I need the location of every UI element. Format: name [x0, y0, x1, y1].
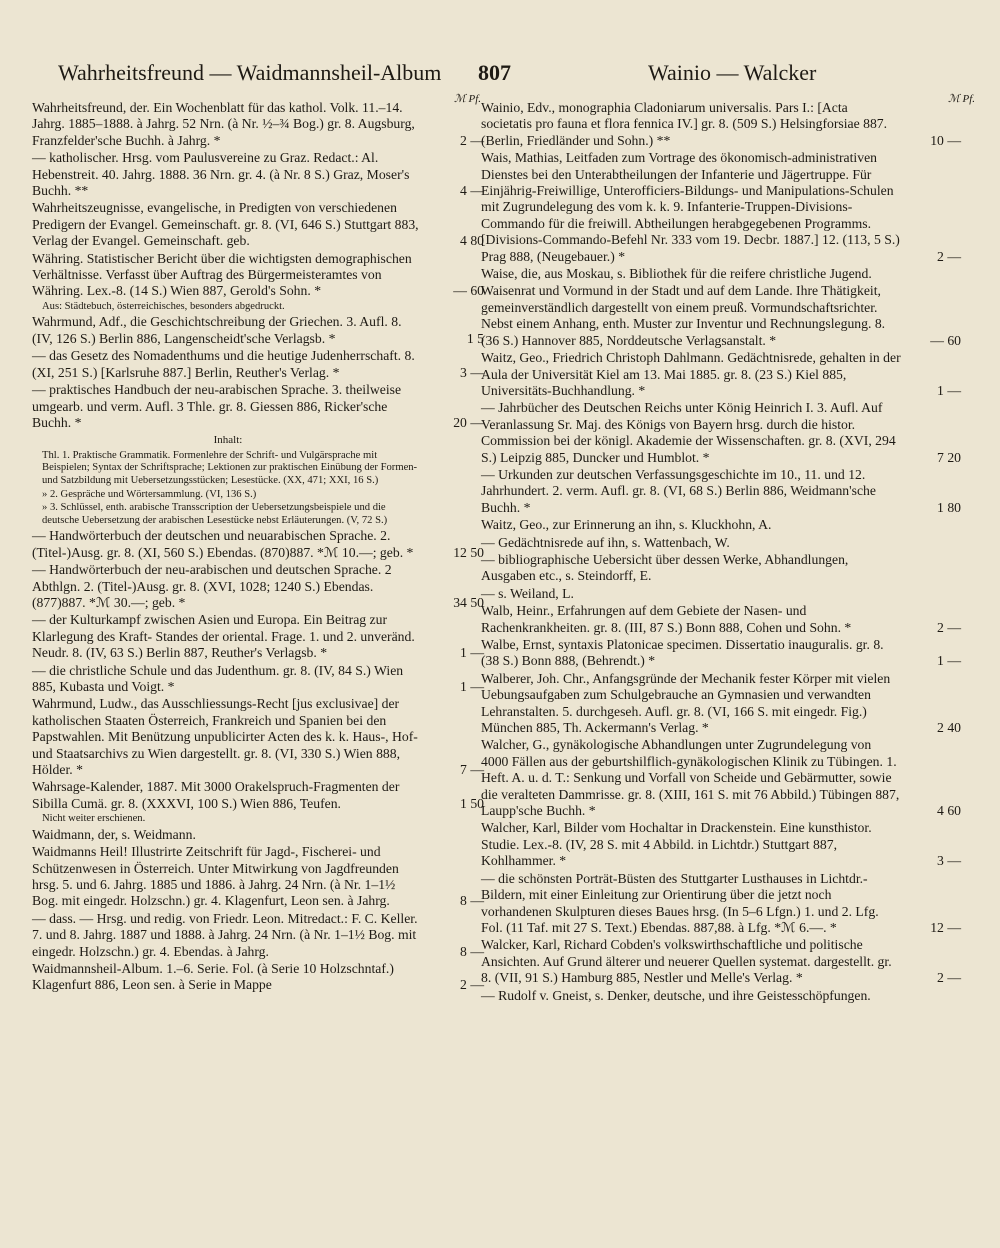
- entry-text: — Jahrbücher des Deutschen Reichs unter König Heinrich I. 3. Aufl. Auf Veranlassung Sr. Maj. des Königs von Bayern hrsg. durch die histor. Commission bei der königl. Akademie der Wissenschaften. gr. 8. (XVI, 294 S.) Leipzig 885, Duncker und Humblot. *: [481, 400, 896, 465]
- entry-text: Waise, die, aus Moskau, s. Bibliothek für die reifere christliche Jugend.: [481, 266, 872, 282]
- entry-text: — der Kulturkampf zwischen Asien und Europa. Ein Beitrag zur Klarlegung des Kraft- Standes der oriental. Frage. 1. und 2. unveränd. Neudr. 8. (IV, 63 S.) Berlin 887, Reuther's Verlagsb. *: [32, 612, 415, 661]
- catalog-entry: [481, 871, 961, 937]
- entry-price: 4 —: [460, 183, 484, 199]
- entry-text: Walb, Heinr., Erfahrungen auf dem Gebiete der Nasen- und Rachenkrankheiten. gr. 8. (III, 87 S.) Bonn 888, Cohen und Sohn. *: [481, 603, 852, 635]
- entry-price: 8 —: [460, 893, 484, 909]
- entry-text: Wahrheitszeugnisse, evangelische, in Predigten von verschiedenen Predigern der Evangel. Gemeinschaft. gr. 8. (VI, 646 S.) Stuttgart 883, Verlag der Evangel. Gemeinschaft. geb.: [32, 200, 419, 249]
- entry-text: » 3. Schlüssel, enth. arabische Transscription der Uebersetzungsbeispiele und die deutsche Uebersetzung der arabischen Lesestücke nebst Erläuterungen. (V, 72 S.): [42, 502, 388, 526]
- catalog-entry: [32, 502, 484, 527]
- entry-price: 4 60: [937, 803, 961, 819]
- entry-text: — katholischer. Hrsg. vom Paulusvereine zu Graz. Redact.: Al. Hebenstreit. 40. Jahrg. 1888. 36 Nrn. gr. 4. (à Nr. 8 S.) Graz, Moser's Buchh. **: [32, 150, 410, 199]
- catalog-entry: [481, 517, 961, 533]
- entry-text: — das Gesetz des Nomadenthums und die heutige Judenherrschaft. 8. (XI, 251 S.) [Karlsruhe 887.] Berlin, Reuther's Verlag. *: [32, 348, 415, 380]
- catalog-entry: [32, 450, 484, 488]
- entry-text: Walberer, Joh. Chr., Anfangsgründe der Mechanik fester Körper mit vielen Uebungsaufgaben zum Schulgebrauche an Gymnasien und verwandten Lehranstalten. 5. durchgeseh. Aufl. gr. 8. (VI, 166 S. mit eingedr. Fig.) München 885, Th. Ackermann's Verlag. *: [481, 670, 891, 736]
- entry-price: 1 —: [937, 653, 961, 669]
- catalog-entry: [481, 350, 961, 399]
- entry-text: — bibliographische Uebersicht über dessen Werke, Abhandlungen, Ausgaben etc., s. Steindorff, E.: [481, 551, 849, 584]
- catalog-entry: [481, 586, 961, 602]
- catalog-entry: [32, 612, 484, 661]
- entry-price: 2 —: [937, 619, 961, 635]
- entry-text: Walbe, Ernst, syntaxis Platonicae specimen. Dissertatio inauguralis. gr. 8. (38 S.) Bonn 888, (Behrendt.) *: [481, 637, 884, 669]
- catalog-entry: [32, 911, 484, 960]
- catalog-entry: [32, 100, 484, 149]
- catalog-entry: [32, 251, 484, 300]
- catalog-entry: [481, 150, 961, 265]
- catalog-entry: [481, 937, 961, 986]
- catalog-entry: [32, 382, 484, 431]
- catalog-entry: [32, 528, 484, 561]
- entry-text: — Handwörterbuch der neu-arabischen und deutschen Sprache. 2 Abthlgn. 2. (Titel-)Ausg. gr. 8. (XVI, 1028; 1240 S.) Ebendas. (877)887. *ℳ 30.—; geb. *: [32, 562, 392, 610]
- catalog-entry: [481, 266, 961, 282]
- entry-price: 2 —: [460, 977, 484, 993]
- entry-price: 2 —: [937, 970, 961, 986]
- catalog-entry: [481, 737, 961, 819]
- entry-price: 7 20: [937, 449, 961, 465]
- entry-text: — Rudolf v. Gneist, s. Denker, deutsche, und ihre Geistesschöpfungen.: [481, 987, 871, 1003]
- right-column: [481, 100, 961, 1005]
- entry-text: Waidmann, der, s. Weidmann.: [32, 826, 196, 842]
- entry-price: 1 80: [937, 499, 961, 515]
- catalog-entry: [481, 603, 961, 636]
- entry-price: 1 50: [460, 795, 484, 811]
- entry-text: Inhalt:: [213, 434, 243, 447]
- entry-price: 3 —: [460, 364, 484, 380]
- entry-text: Wahrmund, Ludw., das Ausschliessungs-Recht [jus exclusivae] der katholischen Staaten Österreich, Frankreich und Spanien bei den Papstwahlen. Mit Benützung unpublicirter Acten des k. k. Haus-, Hof- und Staatsarchivs zu Wien dargestellt. gr. 8. (VI, 330 S.) Wien 888, Hölder. *: [32, 696, 418, 777]
- entry-price: 8 —: [460, 943, 484, 959]
- catalog-entry: [32, 314, 484, 347]
- catalog-entry: [32, 844, 484, 910]
- entry-text: Walcher, G., gynäkologische Abhandlungen unter Zugrundelegung von 4000 Fällen aus der geburtshilflich-gynäkologischen Klinik zu Tübingen. 1. Heft. A. u. d. T.: Senkung und Vorfall von Scheide und Gebärmutter, sowie die veralteten Dammrisse. gr. 8. (XIII, 161 S. mit 76 Abbild.) Tübingen 887, Laupp'sche Buchh. *: [481, 737, 900, 819]
- catalog-entry: [32, 150, 484, 199]
- catalog-entry: [481, 637, 961, 670]
- catalog-entry: [481, 671, 961, 737]
- entry-text: Waitz, Geo., Friedrich Christoph Dahlmann. Gedächtnisrede, gehalten in der Aula der Universität Kiel am 13. Mai 1885. gr. 8. (23 S.) Kiel 885, Universitäts-Buchhandlung. *: [481, 350, 901, 398]
- catalog-entry: [32, 301, 484, 314]
- catalog-entry: [481, 820, 961, 869]
- entry-price: 20 —: [453, 414, 484, 430]
- catalog-entry: [32, 663, 484, 696]
- entry-text: Nicht weiter erschienen.: [42, 813, 146, 825]
- entry-text: Walcher, Karl, Bilder vom Hochaltar in Drackenstein. Eine kunsthistor. Studie. Lex.-8. (IV, 28 S. mit 4 Abbild. in Lichtdr.) Stuttgart 887, Kohlhammer. *: [481, 820, 872, 869]
- left-column: [32, 100, 484, 995]
- entry-price: 1 —: [937, 382, 961, 398]
- entry-text: Währing. Statistischer Bericht über die wichtigsten demographischen Verhältnisse. Verfasst über Auftrag des Bürgermeisteramtes von Währing. Lex.-8. (14 S.) Wien 887, Gerold's Sohn. *: [32, 250, 412, 299]
- catalog-entry: [32, 827, 484, 843]
- entry-price: 2 40: [937, 720, 961, 736]
- page-number: 807: [478, 60, 511, 85]
- entry-text: — Gedächtnisrede auf ihn, s. Wattenbach, W.: [481, 534, 730, 550]
- entry-text: Waitz, Geo., zur Erinnerung an ihn, s. Kluckhohn, A.: [481, 517, 772, 533]
- catalog-entry: [481, 552, 961, 585]
- catalog-entry: [481, 400, 961, 466]
- currency-header-left: ℳ Pf.: [454, 93, 482, 105]
- catalog-entry: [32, 813, 484, 826]
- entry-price: 12 —: [930, 919, 961, 935]
- currency-header-right: ℳ Pf.: [948, 93, 976, 105]
- catalog-entry: [32, 961, 484, 994]
- entry-text: Wahrheitsfreund, der. Ein Wochenblatt für das kathol. Volk. 11.–14. Jahrg. 1885–1888. à Jahrg. 52 Nrn. (à Nr. ½–¾ Bog.) gr. 8. Augsburg, Franzfelder'sche Buchh. à Jahrg. *: [32, 100, 415, 148]
- catalog-entry: [32, 696, 484, 778]
- entry-text: Aus: Städtebuch, österreichisches, besonders abgedruckt.: [42, 300, 285, 312]
- catalog-entry: [481, 988, 961, 1004]
- catalog-entry: [481, 467, 961, 516]
- header-left: Wahrheitsfreund — Waidmannsheil-Album: [58, 60, 442, 85]
- entry-price: 7 —: [460, 761, 484, 777]
- entry-price: 4 80: [460, 233, 484, 249]
- catalog-entry: [32, 348, 484, 381]
- entry-price: — 60: [453, 283, 484, 299]
- entry-text: Thl. 1. Praktische Grammatik. Formenlehre der Schrift- und Vulgärsprache mit Beispielen; Syntax der Schriftsprache; Lektionen zur praktischen Einübung der Formen- und Satzbildung mit Uebersetzungsstücken; Lesestücke. (XX, 471; XXI, 16 S.): [42, 449, 418, 486]
- running-header: [30, 56, 970, 96]
- entry-text: — die christliche Schule und das Judenthum. gr. 8. (IV, 84 S.) Wien 885, Kubasta und Voigt. *: [32, 662, 404, 694]
- entry-price: 10 —: [930, 132, 961, 148]
- entry-price: 1 5: [466, 330, 484, 346]
- catalog-entry: [32, 200, 484, 249]
- entry-text: Wahrsage-Kalender, 1887. Mit 3000 Orakelspruch-Fragmenten der Sibilla Cumä. gr. 8. (XXXVI, 100 S.) Wien 886, Teufen.: [32, 779, 400, 811]
- catalog-entry: [481, 283, 961, 349]
- entry-price: 2 —: [460, 132, 484, 148]
- entry-price: 1 —: [460, 678, 484, 694]
- entry-text: Wais, Mathias, Leitfaden zum Vortrage des ökonomisch-administrativen Dienstes bei den Unterabtheilungen der Infanterie und Jägertruppe. Für Einjährig-Freiwillige, Unterofficiers-Bildungs- und Manipulations-Schulen mit Zugrundelegung des vom k. k. 9. Infanterie-Truppen-Divisions-Commando für die freiwill. Abtheilungen herabgegebenen Programms. [Divisions-Commando-Befehl Nr. 333 vom 19. Decbr. 1887.] 12. (113, 5 S.) Prag 888, (Neugebauer.) *: [481, 150, 900, 264]
- catalog-entry: [32, 562, 484, 611]
- entry-text: » 2. Gespräche und Wörtersammlung. (VI, 136 S.): [42, 488, 257, 500]
- catalog-entry: [32, 489, 484, 502]
- entry-text: — Handwörterbuch der deutschen und neuarabischen Sprache. 2. (Titel-)Ausg. gr. 8. (XI, 560 S.) Ebendas. (870)887. *ℳ 10.—; geb. *: [32, 528, 414, 560]
- entry-text: Walcker, Karl, Richard Cobden's volkswirthschaftliche und politische Ansichten. Auf Grund älterer und neuerer Quellen systemat. dargestellt. gr. 8. (VII, 91 S.) Hamburg 885, Nestler und Melle's Verlag. *: [481, 937, 892, 986]
- entry-price: 3 —: [937, 853, 961, 869]
- entry-text: Waisenrat und Vormund in der Stadt und auf dem Lande. Ihre Thätigkeit, gemeinverständlich dargestellt von einem preuß. Vormundschaftsrichter. Nebst einem Anhang, enth. Muster zur Inventur und Rechnungslegung. 8. (36 S.) Hannover 885, Norddeutsche Verlagsanstalt. *: [481, 283, 886, 348]
- entry-text: — dass. — Hrsg. und redig. von Friedr. Leon. Mitredact.: F. C. Keller. 7. und 8. Jahrg. 1887 und 1888. à Jahrg. 24 Nrn. (à Nr. 1–1½ Bog. mit eingedr. Holzschn.) gr. 4. Ebendas. à Jahrg.: [32, 910, 418, 959]
- entry-text: — Urkunden zur deutschen Verfassungsgeschichte im 10., 11. und 12. Jahrhundert. 2. verm. Aufl. gr. 8. (VI, 68 S.) Berlin 886, Weidmann'sche Buchh. *: [481, 466, 876, 515]
- entry-text: — s. Weiland, L.: [481, 585, 574, 601]
- entry-price: 1 —: [460, 645, 484, 661]
- entry-text: Waidmannsheil-Album. 1.–6. Serie. Fol. (à Serie 10 Holzschntaf.) Klagenfurt 886, Leon sen. à Serie in Mappe: [32, 961, 394, 993]
- entry-price: 2 —: [937, 248, 961, 264]
- catalog-entry: [481, 535, 961, 551]
- entry-text: Wainio, Edv., monographia Cladoniarum universalis. Pars I.: [Acta societatis pro fauna et flora fennica IV.] gr. 8. (509 S.) Helsingforsiae 887. (Berlin, Friedländer und Sohn.) **: [481, 100, 888, 148]
- catalog-entry: [481, 100, 961, 149]
- entry-text: — praktisches Handbuch der neu-arabischen Sprache. 3. theilweise umgearb. und verm. Aufl. 3 Thle. gr. 8. Giessen 886, Ricker'sche Buchh. *: [32, 382, 402, 430]
- entry-price: 34 50: [453, 594, 484, 610]
- entry-price: — 60: [930, 332, 961, 348]
- catalog-entry: [32, 432, 484, 448]
- entry-price: 12 50: [453, 544, 484, 560]
- header-right: Wainio — Walcker: [648, 60, 817, 85]
- entry-text: — die schönsten Porträt-Büsten des Stuttgarter Lusthauses in Lichtdr.-Bildern, mit einer Einleitung zur Orientirung über die jetzt noch vorhandenen Skulpturen dieses Baues hrsg. (In 5–6 Lfgn.) 1. und 2. Lfg. Fol. (11 Taf. mit 27 S. Text.) Ebendas. 887,88. à Lfg. *ℳ 6.—. *: [481, 870, 879, 935]
- entry-text: Wahrmund, Adf., die Geschichtschreibung der Griechen. 3. Aufl. 8. (IV, 126 S.) Berlin 886, Langenscheidt'sche Verlagsb. *: [32, 314, 402, 346]
- entry-text: Waidmanns Heil! Illustrirte Zeitschrift für Jagd-, Fischerei- und Schützenwesen in Österreich. Unter Mitwirkung von Jagdfreunden hrsg. 5. und 6. Jahrg. 1885 und 1886. à Jahrg. 24 Nrn. (à Nr. 1–1½ Bog. mit eingedr. Holzschn.) gr. 4. Klagenfurt, Leon sen. à Jahrg.: [32, 844, 399, 909]
- catalog-entry: [32, 779, 484, 812]
